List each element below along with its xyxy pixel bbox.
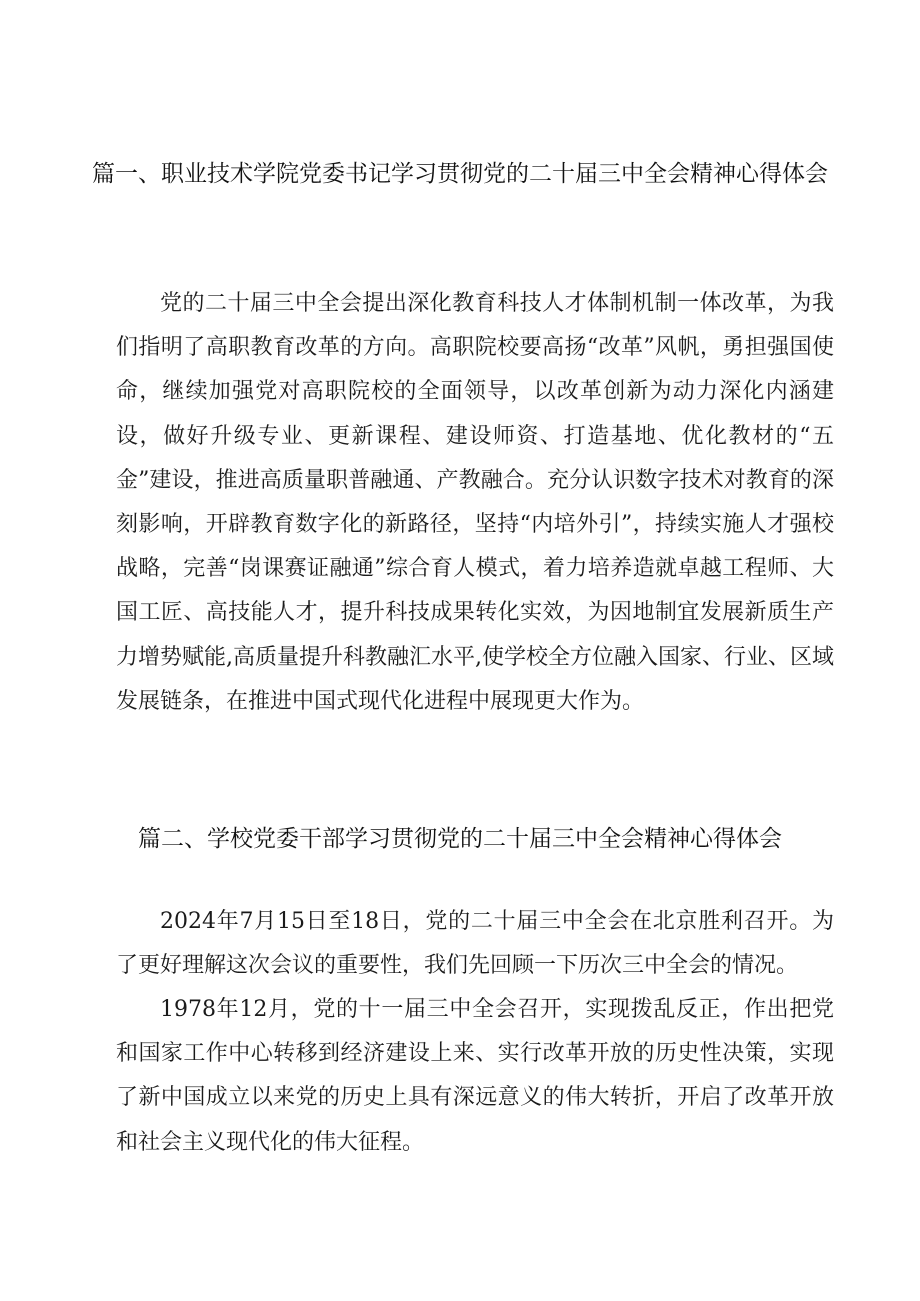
- section-2-paragraph-1: 2024年7月15日至18日，党的二十届三中全会在北京胜利召开。为了更好理解这次会议的重要性，我们先回顾一下历次三中全会的情况。: [116, 909, 834, 979]
- section-1-paragraph-1: 党的二十届三中全会提出深化教育科技人才体制机制一体改革，为我们指明了高职教育改革的方向。高职院校要高扬“改革”风帆，勇担强国使命，继续加强党对高职院校的全面领导，以改革创新为动力深化内涵建设，做好升级专业、更新课程、建设师资、打造基地、优化教材的“五金”建设，推进高质量职普融通、产教融合。充分认识数字技术对教育的深刻影响，开辟教育数字化的新路径，坚持“内培外引”，持续实施人才强校战略，完善“岗课赛证融通”综合育人模式，着力培养造就卓越工程师、大国工匠、高技能人才，提升科技成果转化实效，为因地制宜发展新质生产力增势赋能,高质量提升科教融汇水平,使学校全方位融入国家、行业、区域发展链条，在推进中国式现代化进程中展现更大作为。: [116, 291, 834, 714]
- section-2-paragraph-2: 1978年12月，党的十一届三中全会召开，实现拨乱反正，作出把党和国家工作中心转移到经济建设上来、实行改革开放的历史性决策，实现了新中国成立以来党的历史上具有深远意义的伟大转折，开启了改革开放和社会主义现代化的伟大征程。: [116, 997, 834, 1155]
- section-1-title: 篇一、职业技术学院党委书记学习贯彻党的二十届三中全会精神心得体会: [92, 161, 828, 187]
- section-2-title: 篇二、学校党委干部学习贯彻党的二十届三中全会精神心得体会: [138, 826, 782, 852]
